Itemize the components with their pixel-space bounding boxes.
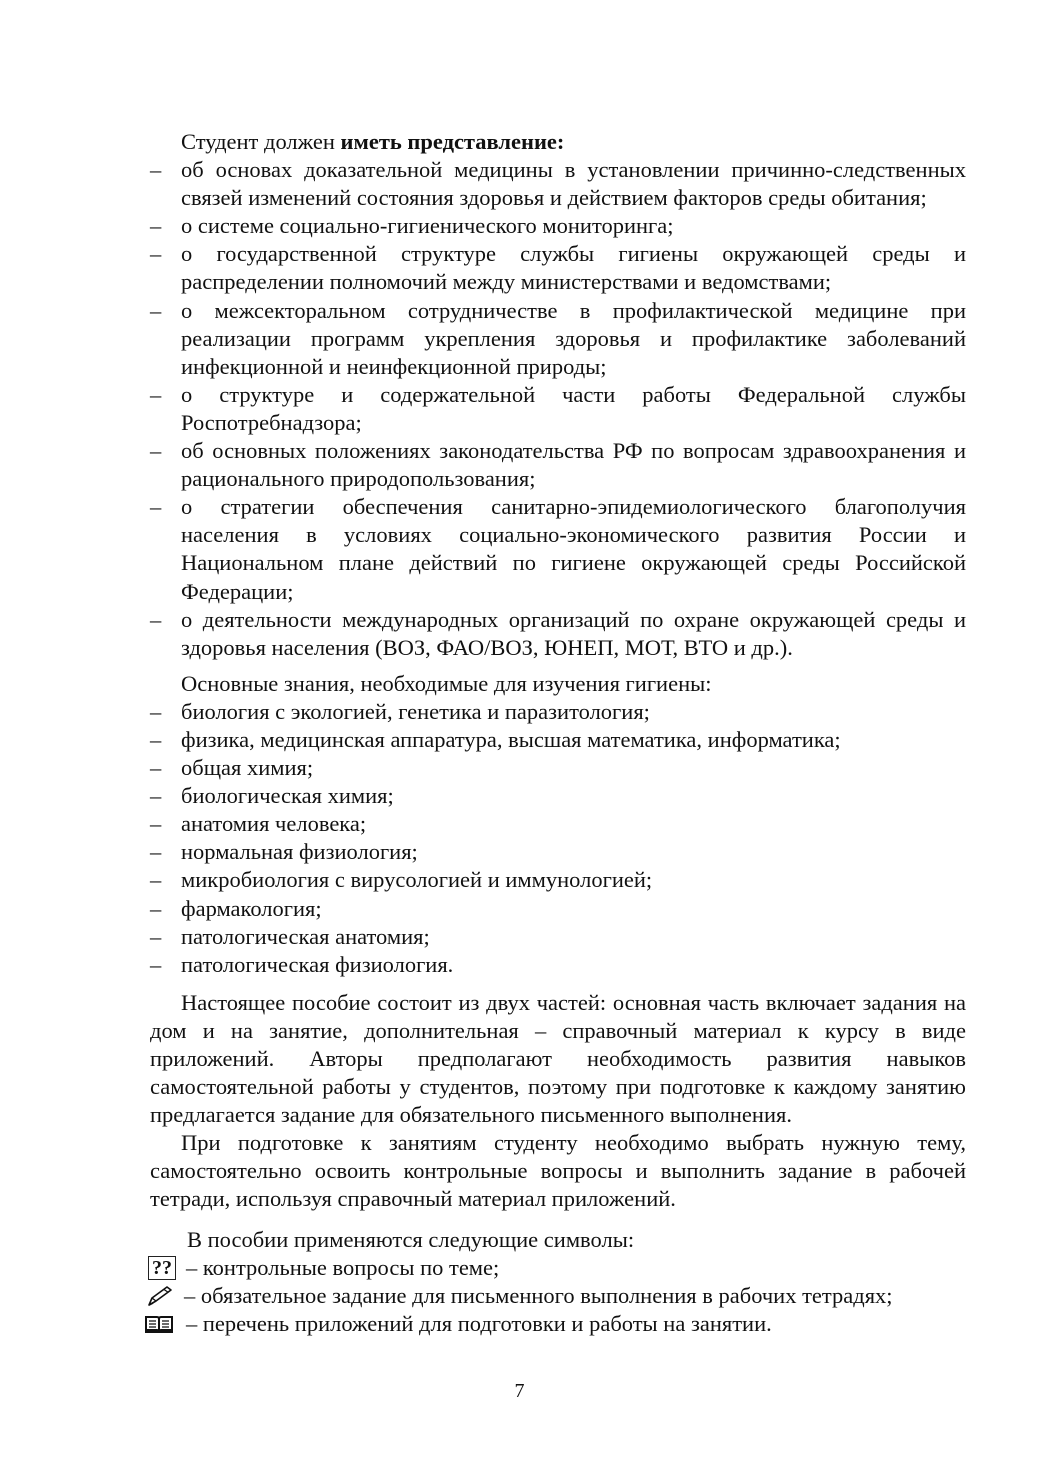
knowledge-heading: Основные знания, необходимые для изучения гигиены: (181, 670, 712, 696)
list-item: – анатомия человека; (150, 810, 966, 838)
dash-marker: – (150, 297, 162, 323)
list-item: – о системе социально-гигиенического мониторинга; (150, 212, 966, 240)
dash-marker: – (150, 606, 162, 632)
list-item: – патологическая анатомия; (150, 923, 966, 951)
dash-marker: – (150, 867, 162, 893)
intro-bold: иметь представление: (340, 129, 565, 154)
symbols-legend (150, 1226, 966, 1338)
dash-marker: – (150, 381, 162, 407)
symbols-heading: В пособии применяются следующие символы: (187, 1226, 635, 1252)
dash-marker: – (150, 438, 162, 464)
dash-marker: – (150, 241, 162, 267)
dash-marker: – (150, 783, 162, 809)
list-item: – о стратегии обеспечения санитарно-эпидемиологического благополучия населения в условиях социально-экономического развития России и Национальном плане действий по гигиене окружающей среды Российской Федерации; (150, 494, 966, 604)
symbol-pen-text: – обязательное задание для письменного выполнения в рабочих тетрадях; (184, 1282, 893, 1308)
dash-marker: – (150, 157, 162, 183)
list-item: – об основах доказательной медицины в установлении причинно-следственных связей изменений состояния здоровья и действием факторов среды обитания; (150, 157, 966, 211)
list-item: – фармакология; (150, 895, 966, 923)
paragraph-structure: Настоящее пособие состоит из двух частей: основная часть включает задания на дом и на занятие, дополнительная – справочный материал к курсу в виде приложений. Авторы предполагают необходимость развития навыков самостоятельной работы у студентов, поэтому при подготовке к каждому занятию предлагается задание для обязательного письменного выполнения. (150, 989, 966, 1128)
symbol-questions-row (150, 1254, 966, 1282)
dash-marker: – (150, 726, 162, 752)
symbol-pen-row (150, 1282, 966, 1310)
dash-marker: – (150, 951, 162, 977)
symbol-book-row (150, 1310, 966, 1338)
questions-mark-icon: ?? (148, 1256, 176, 1280)
list-item: – о межсекторальном сотрудничестве в профилактической медицине при реализации программ укрепления здоровья и профилактике заболеваний инфекционной и неинфекционной природы; (150, 297, 966, 379)
symbol-questions-text: – контрольные вопросы по теме; (186, 1254, 500, 1280)
list-item: – о деятельности международных организаций по охране окружающей среды и здоровья населения (ВОЗ, ФАО/ВОЗ, ЮНЕП, МОТ, ВТО и др.). (150, 606, 966, 660)
list-item: – нормальная физиология; (150, 838, 966, 866)
open-book-icon (144, 1314, 174, 1334)
dash-marker: – (150, 923, 162, 949)
paragraph-preparation: При подготовке к занятиям студенту необходимо выбрать нужную тему, самостоятельно освоить контрольные вопросы и выполнить задание в рабочей тетради, используя справочный материал приложений. (150, 1130, 966, 1212)
list-item: – биология с экологией, генетика и паразитология; (150, 698, 966, 726)
list-item: – патологическая физиология. (150, 951, 966, 979)
list-item: – об основных положениях законодательства РФ по вопросам здравоохранения и рационального природопользования; (150, 438, 966, 492)
dash-marker: – (150, 839, 162, 865)
intro-prefix: Студент должен (181, 129, 341, 154)
dash-marker: – (150, 698, 162, 724)
list-item: – микробиология с вирусологией и иммунологией; (150, 866, 966, 894)
dash-marker: – (150, 755, 162, 781)
page-content (150, 128, 966, 1338)
dash-marker: – (150, 811, 162, 837)
symbol-book-text: – перечень приложений для подготовки и работы на занятии. (186, 1310, 772, 1336)
dash-marker: – (150, 895, 162, 921)
list-item: – физика, медицинская аппаратура, высшая математика, информатика; (150, 726, 966, 754)
representation-list (150, 156, 966, 662)
dash-marker: – (150, 213, 162, 239)
list-item: – о государственной структуре службы гигиены окружающей среды и распределении полномочий между министерствами и ведомствами; (150, 241, 966, 295)
list-item: – биологическая химия; (150, 782, 966, 810)
knowledge-list (150, 698, 966, 979)
page-number: 7 (514, 1380, 525, 1402)
dash-marker: – (150, 494, 162, 520)
pencil-icon (146, 1285, 174, 1307)
intro-line (150, 128, 966, 156)
list-item: – о структуре и содержательной части работы Федеральной службы Роспотребнадзора; (150, 381, 966, 435)
list-item: – общая химия; (150, 754, 966, 782)
